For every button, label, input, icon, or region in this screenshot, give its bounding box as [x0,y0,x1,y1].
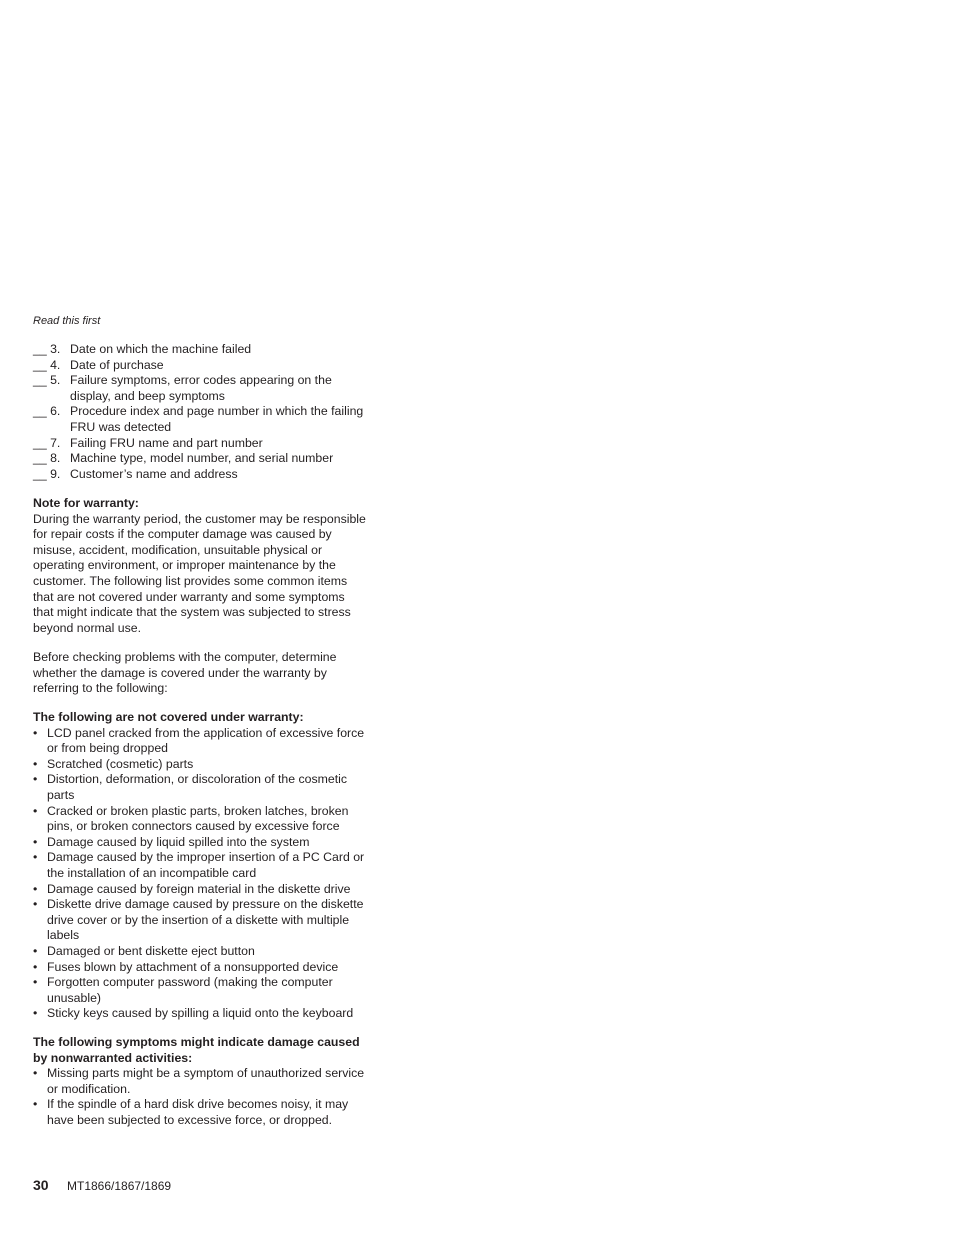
bullet-icon: • [33,959,38,974]
list-item [33,960,373,976]
list-item-text: Fuses blown by attachment of a nonsupported device [47,959,339,974]
list-item [33,882,373,898]
list-item [33,1006,373,1022]
list-item-text: Scratched (cosmetic) parts [47,756,194,771]
list-item [33,757,373,773]
checklist-item [33,404,373,435]
checklist-number: __ 3. [33,342,61,356]
checklist-number: __ 8. [33,451,61,466]
list-item [33,944,373,960]
checklist-text: Procedure index and page number in which the failing FRU was detected [70,404,364,434]
list-item-text: Damage caused by liquid spilled into the system [47,834,310,849]
running-header: Read this first [33,315,101,327]
checklist-text: Date on which the machine failed [70,342,252,356]
checklist-text: Date of purchase [70,357,164,372]
before-checking-section [33,650,368,697]
list-item [33,1066,373,1097]
list-item [33,835,373,851]
bullet-icon: • [33,1066,38,1081]
bullet-icon: • [33,943,38,958]
not-covered-section [33,710,373,1022]
checklist-text: Machine type, model number, and serial number [70,451,334,466]
symptoms-section [33,1035,373,1129]
list-item [33,726,373,757]
checklist-item [33,451,373,467]
list-item-text: Cracked or broken plastic parts, broken latches, broken pins, or broken connectors caused by excessive force [47,803,349,834]
checklist-text: Customer’s name and address [70,466,238,481]
bullet-icon: • [33,756,38,771]
page-number: 30 [33,1177,49,1193]
list-item-text: Damaged or bent diskette eject button [47,943,255,958]
checklist-item [33,373,373,404]
checklist-number: __ 9. [33,466,61,481]
list-item-text: Diskette drive damage caused by pressure on the diskette drive cover or by the insertion of a diskette with multiple labels [47,897,364,943]
list-item [33,1097,373,1128]
list-item-text: If the spindle of a hard disk drive becomes noisy, it may have been subjected to excessive force, or dropped. [47,1097,349,1127]
checklist-number: __ 7. [33,435,61,450]
checklist-number: __ 6. [33,404,61,419]
list-item-text: Damage caused by foreign material in the diskette drive [47,881,351,896]
list-item [33,850,373,881]
checklist-text: Failure symptoms, error codes appearing on the display, and beep symptoms [70,373,332,403]
checklist [33,342,373,482]
list-item-text: Damage caused by the improper insertion of a PC Card or the installation of an incompatible card [47,850,365,880]
bullet-icon: • [33,850,38,865]
list-item [33,975,373,1006]
not-covered-heading: The following are not covered under warranty: [33,710,304,724]
list-item-text: Missing parts might be a symptom of unauthorized service or modification. [47,1066,365,1096]
bullet-icon: • [33,725,38,740]
bullet-icon: • [33,897,38,912]
checklist-number: __ 5. [33,373,61,388]
bullet-icon: • [33,834,38,849]
checklist-item [33,467,373,483]
checklist-item [33,358,373,374]
symptoms-heading: The following symptoms might indicate damage caused by nonwarranted activities: [33,1035,360,1065]
bullet-icon: • [33,1006,38,1021]
page-footer [33,1178,171,1195]
list-item [33,772,373,803]
checklist-item [33,342,373,358]
checklist-item [33,436,373,452]
before-checking-body: Before checking problems with the computer, determine whether the damage is covered under the warranty by referring to the following: [33,650,337,696]
list-item-text: Distortion, deformation, or discoloration of the cosmetic parts [47,772,348,802]
list-item-text: Forgotten computer password (making the computer unusable) [47,975,333,1005]
list-item [33,897,373,944]
warranty-note-body: During the warranty period, the customer may be responsible for repair costs if the computer damage was caused by misuse, accident, modification, unsuitable physical or operating environment, or improper maintenance by the customer. The following list provides some common items that are not covered under warranty and some symptoms that might indicate that the system was subjected to stress beyond normal use. [33,511,366,635]
warranty-note-heading: Note for warranty: [33,496,139,510]
checklist-text: Failing FRU name and part number [70,435,263,450]
bullet-icon: • [33,1097,38,1112]
bullet-icon: • [33,772,38,787]
model-number: MT1866/1867/1869 [67,1179,172,1193]
list-item-text: LCD panel cracked from the application of excessive force or from being dropped [47,725,365,756]
warranty-note-section [33,496,368,636]
bullet-icon: • [33,975,38,990]
list-item-text: Sticky keys caused by spilling a liquid onto the keyboard [47,1006,354,1021]
list-item [33,804,373,835]
bullet-icon: • [33,803,38,818]
bullet-icon: • [33,881,38,896]
checklist-number: __ 4. [33,357,61,372]
